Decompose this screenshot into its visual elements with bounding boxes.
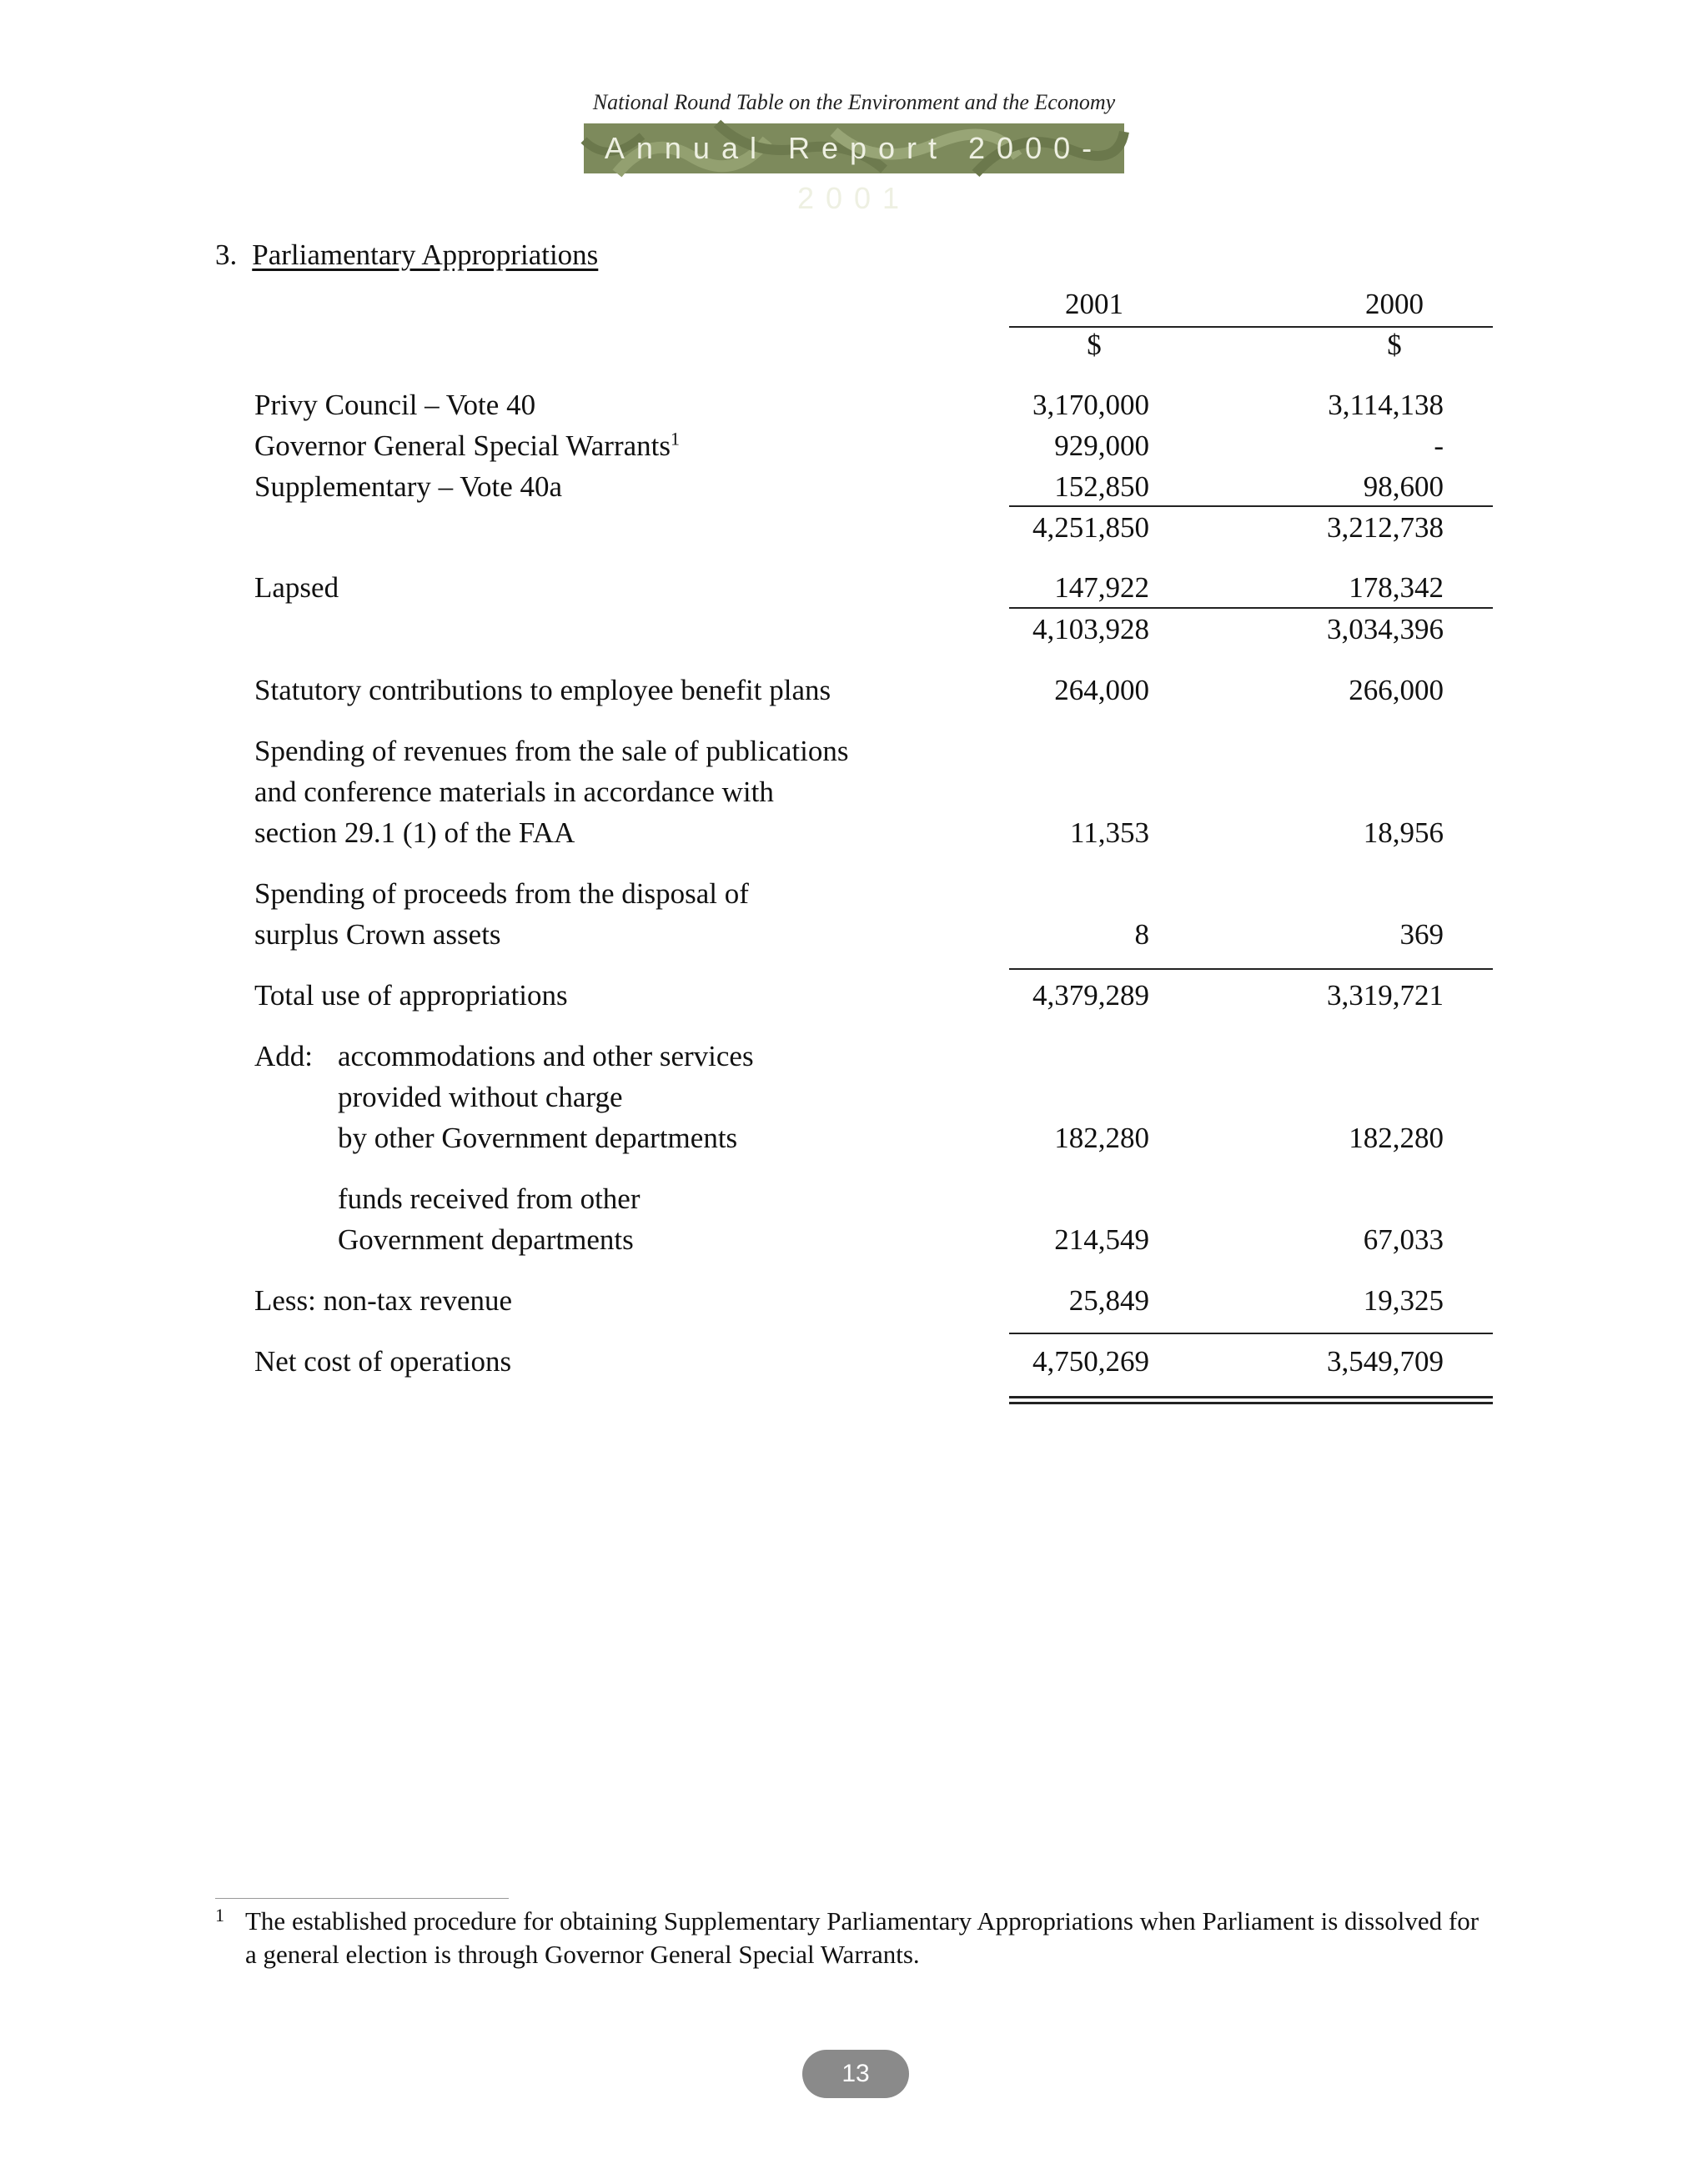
value-total-use-2000: 3,319,721 [1327,979,1444,1012]
row-label-statutory: Statutory contributions to employee benefit plans [254,674,831,706]
value-proceeds-2001: 8 [1134,918,1149,951]
governor-general-text: Governor General Special Warrants [254,429,671,462]
row-label-privy-council: Privy Council – Vote 40 [254,389,536,421]
value-subtotal1-2000: 3,212,738 [1327,511,1444,544]
organization-header: National Round Table on the Environment and the Economy [592,90,1116,114]
value-lapsed-2000: 178,342 [1349,571,1444,604]
row-label-governor-general [254,425,680,466]
row-label-accom-line3: by other Government departments [338,1122,738,1154]
banner-title: Annual Report 2000-2001 [604,131,1104,215]
value-accom-2001: 182,280 [1054,1122,1149,1154]
row-label-net-cost: Net cost of operations [254,1345,512,1378]
value-net-2000: 3,549,709 [1327,1345,1444,1378]
value-revenues-2001: 11,353 [1070,816,1149,849]
row-label-revenues-line1: Spending of revenues from the sale of publications [254,735,849,767]
column-header-2001: 2001 [1065,288,1123,320]
column-header-2000: 2000 [1365,288,1424,320]
value-subtotal1-2001: 4,251,850 [1032,511,1149,544]
value-gg-2001: 929,000 [1054,429,1149,462]
value-subtotal2-2000: 3,034,396 [1327,613,1444,645]
row-label-revenues-line3: section 29.1 (1) of the FAA [254,816,575,849]
value-supp-2000: 98,600 [1363,470,1444,503]
value-supp-2001: 152,850 [1054,470,1149,503]
double-rule-bottom [1009,1402,1493,1404]
section-title: Parliamentary Appropriations [252,238,599,271]
footnote-number: 1 [215,1905,224,1926]
row-label-proceeds-line1: Spending of proceeds from the disposal of [254,877,749,910]
section-heading [215,238,598,272]
row-label-proceeds-line2: surplus Crown assets [254,918,501,951]
value-funds-2001: 214,549 [1054,1223,1149,1256]
value-accom-2000: 182,280 [1349,1122,1444,1154]
value-net-2001: 4,750,269 [1032,1345,1149,1378]
section-number: 3. [215,238,238,271]
total-rule [1009,968,1493,970]
net-rule [1009,1333,1493,1334]
value-gg-2000: - [1434,429,1444,462]
value-privy-2001: 3,170,000 [1032,389,1149,421]
value-total-use-2001: 4,379,289 [1032,979,1149,1012]
currency-2000: $ [1387,329,1402,361]
value-subtotal2-2001: 4,103,928 [1032,613,1149,645]
value-privy-2000: 3,114,138 [1328,389,1444,421]
row-label-funds-line1: funds received from other [338,1182,640,1215]
row-label-supplementary: Supplementary – Vote 40a [254,470,563,503]
value-less-2000: 19,325 [1363,1284,1444,1317]
row-label-accom-line1: accommodations and other services [338,1040,754,1072]
row-label-lapsed: Lapsed [254,571,339,604]
value-less-2001: 25,849 [1068,1284,1149,1317]
value-lapsed-2001: 147,922 [1054,571,1149,604]
page-number: 13 [802,2050,909,2098]
value-proceeds-2000: 369 [1399,918,1444,951]
report-banner [584,123,1124,215]
value-statutory-2000: 266,000 [1349,674,1444,706]
row-label-total-use: Total use of appropriations [254,979,568,1012]
row-label-less: Less: non-tax revenue [254,1284,513,1317]
row-label-accom-line2: provided without charge [338,1081,623,1113]
value-statutory-2001: 264,000 [1054,674,1149,706]
currency-2001: $ [1087,329,1102,361]
double-rule-top [1009,1396,1493,1398]
footnote-text: The established procedure for obtaining Supplementary Parliamentary Appropriations when Parliament is dissolved for a general election is through Governor General Special Warrants. [245,1906,1479,1969]
footnote-ref: 1 [670,428,680,449]
add-prefix: Add: [254,1040,313,1072]
value-revenues-2000: 18,956 [1363,816,1444,849]
row-label-funds-line2: Government departments [338,1223,634,1256]
footnote-separator [215,1898,509,1899]
value-funds-2000: 67,033 [1363,1223,1444,1256]
row-label-revenues-line2: and conference materials in accordance with [254,776,774,808]
